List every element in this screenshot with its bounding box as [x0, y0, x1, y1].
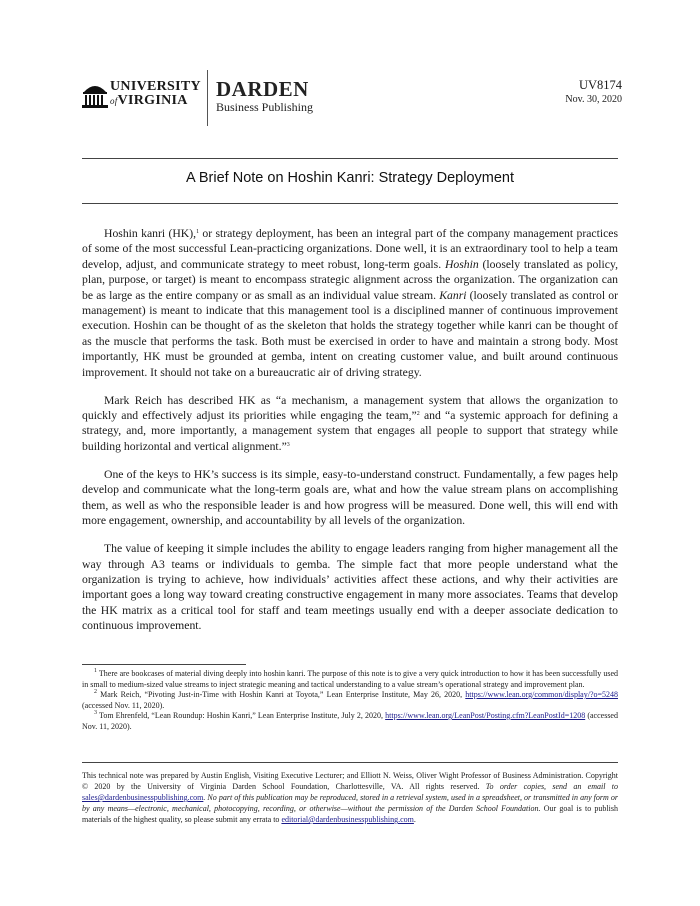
footnotes	[82, 669, 618, 732]
sales-email-link[interactable]: sales@dardenbusinesspublishing.com	[82, 793, 204, 802]
footnote-2: $^2$ Mark Reich, “Pivoting Just-in-Time with Hoshin Kanri at Toyota,” Lean Enterprise Institute, May 26, 2020, https://www.lean.org/common/display/?o=5248 (accessed Nov. 11, 2020).	[82, 689, 618, 710]
footnote-ref-2[interactable]: 2	[416, 411, 420, 418]
rotunda-logo-icon	[82, 80, 108, 110]
footnote-separator	[82, 664, 246, 665]
title-bottom-rule	[82, 203, 618, 204]
title-top-rule	[82, 158, 618, 159]
body-text	[82, 226, 618, 646]
page-title: A Brief Note on Hoshin Kanri: Strategy Deployment	[185, 170, 515, 186]
footnote-ref-1[interactable]: 1	[196, 229, 200, 235]
document-id	[565, 78, 622, 106]
darden-subtitle: Business Publishing	[216, 100, 314, 114]
paragraph-3: One of the keys to HK’s success is its simple, easy-to-understand construct. Fundamentally, a few pages help develop and communicate what the long-term goals are, what and how the value stream plans on accomplishing them, as well as who the responsible leader is and how progress will be measured. Done well, this will end with more engagement, ownership, and accountability by all levels of the organization.	[82, 467, 618, 528]
uva-line-virginia: VIRGINIA	[117, 93, 188, 108]
attribution-rule	[82, 762, 618, 763]
document-code: UV8174	[578, 78, 622, 92]
darden-logo	[216, 78, 313, 114]
editorial-email-link[interactable]: editorial@dardenbusinesspublishing.com	[281, 815, 414, 824]
darden-name: DARDEN	[216, 77, 309, 101]
header-divider	[207, 70, 208, 126]
uva-line-university: UNIVERSITY	[110, 79, 201, 94]
uva-of: of	[110, 96, 118, 106]
uva-logo	[82, 80, 202, 114]
footnote-3: $^3$ Tom Ehrenfeld, “Lean Roundup: Hoshin Kanri,” Lean Enterprise Institute, July 2, 2020, https://www.lean.org/LeanPost/Posting.cfm?LeanPostId=1208 (accessed Nov. 11, 2020).	[82, 710, 618, 731]
paragraph-2: Mark Reich has described HK as “a mechanism, a management system that allows the organization to quickly and effectively adjust its priorities while engaging the team,”$^2$ and “a systemic approach for defining a strategy, and, more importantly, a management system that engages all people to support that strategy while building horizontal and vertical alignment.”$^3$	[82, 393, 618, 453]
document-header	[82, 68, 622, 128]
paragraph-4: The value of keeping it simple includes the ability to engage leaders ranging from higher management all the way through A3 teams or individuals to gemba. The simple fact that more people understand what the organization is trying to achieve, how individuals’ activities affect these actions, and why their activities are important goes a long way toward creating constructive engagement in many more associates. Teams that develop the HK matrix as a critical tool for staff and team meetings usually end with a deeper associate dedication to continuous improvement.	[82, 542, 618, 633]
footnote-2-link[interactable]: https://www.lean.org/common/display/?o=5248	[465, 690, 618, 699]
footnote-3-link[interactable]: https://www.lean.org/LeanPost/Posting.cfm?LeanPostId=1208	[385, 711, 586, 720]
footnote-ref-3[interactable]: 3	[286, 441, 290, 448]
paragraph-1: Hoshin kanri (HK),$^1$ or strategy deployment, has been an integral part of the company management practices of some of the most successful Lean-practicing organizations. Done well, it is an extraordinary tool to help a team develop, adjust, and communicate strategy to meet robust, long-term goals. Hoshin (loosely translated as policy, plan, purpose, or target) is meant to encompass strategic alignment across the organization. The organization can be as large as the entire company or as small as an individual value stream. Kanri (loosely translated as control or management) is meant to indicate that this management tool is a disciplined manner of continuous improvement execution. Hoshin can be thought of as the skeleton that holds the strategy together while kanri can be thought of as the muscle that performs the task. Both must be exercised in order to have and maintain a strong body. Most importantly, HK must be grounded at gemba, intent on creating customer value, and built around continuous improvement. It should not take on a bureaucratic air of driving strategy.	[82, 227, 618, 379]
document-date: Nov. 30, 2020	[565, 94, 622, 105]
attribution: This technical note was prepared by Austin English, Visiting Executive Lecturer; and Elliott N. Weiss, Oliver Wight Professor of Business Administration. Copyright © 2020 by the University of Virginia Darden School Foundation, Charlottesville, VA. All rights reserved. To order copies, send an email to sales@dardenbusinesspublishing.com. No part of this publication may be reproduced, stored in a retrieval system, used in a spreadsheet, or transmitted in any form or by any means—electronic, mechanical, photocopying, recording, or otherwise—without the permission of the Darden School Foundation. Our goal is to publish materials of the highest quality, so please submit any errata to editorial@dardenbusinesspublishing.com.	[82, 771, 618, 824]
footnote-1: $^1$ There are bookcases of material diving deeply into hoshin kanri. The purpose of this note is to give a very quick introduction to how it has been successfully used in small to medium-sized value streams to inject strategic meaning and tactical understanding to a value stream’s operational strategy and improvement plan.	[82, 668, 618, 689]
